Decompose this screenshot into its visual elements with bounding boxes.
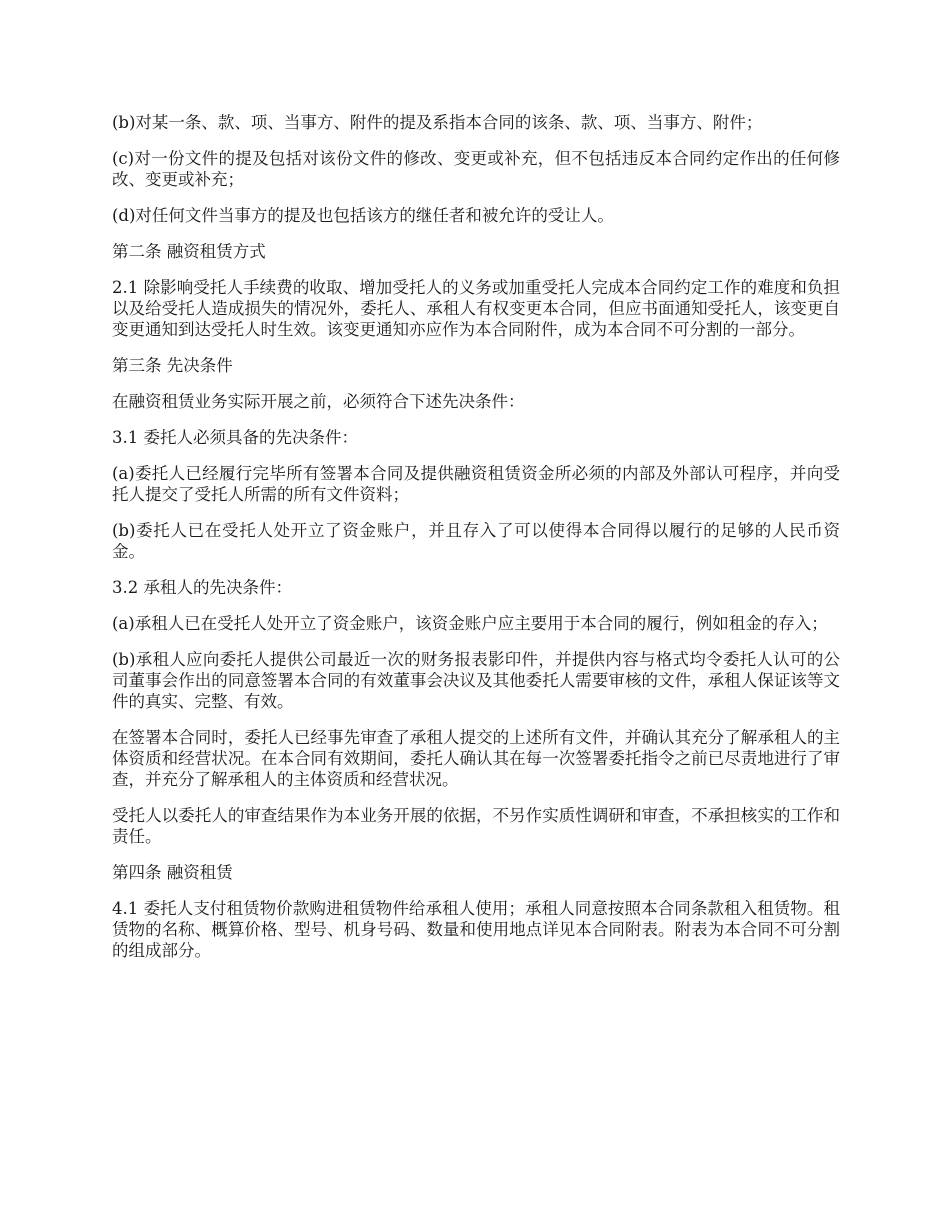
clause-d-reference: (d)对任何文件当事方的提及也包括该方的继任者和被允许的受让人。 xyxy=(112,206,614,225)
clause-2-1: 2.1 除影响受托人手续费的收取、增加受托人的义务或加重受托人完成本合同约定工作的难度和负担以及给受托人造成损失的情况外，委托人、承租人有权变更本合同，但应书面通知受托人，该变更自变更通知到达受托人时生效。该变更通知亦应作为本合同附件，成为本合同不可分割的一部分。 xyxy=(112,278,840,339)
article-2-heading: 第二条 融资租赁方式 xyxy=(112,242,266,261)
article-3-heading: 第三条 先决条件 xyxy=(112,356,233,375)
clause-3-2-b: (b)承租人应向委托人提供公司最近一次的财务报表影印件，并提供内容与格式均令委托人认可的公司董事会作出的同意签署本合同的有效董事会决议及其他委托人需要审核的文件，承租人保证该等文件的真实、完整、有效。 xyxy=(112,650,840,711)
clause-3-1-a: (a)委托人已经履行完毕所有签署本合同及提供融资租赁资金所必须的内部及外部认可程序，并向受托人提交了受托人所需的所有文件资料； xyxy=(112,464,840,504)
clause-3-2-a: (a)承租人已在受托人处开立了资金账户，该资金账户应主要用于本合同的履行，例如租金的存入； xyxy=(112,614,828,633)
article-3-intro: 在融资租赁业务实际开展之前，必须符合下述先决条件： xyxy=(112,392,525,411)
document-body xyxy=(112,112,840,976)
clause-3-1-b: (b)委托人已在受托人处开立了资金账户，并且存入了可以使得本合同得以履行的足够的人民币资金。 xyxy=(112,521,840,561)
clause-c-reference: (c)对一份文件的提及包括对该份文件的修改、变更或补充，但不包括违反本合同约定作出的任何修改、变更或补充； xyxy=(112,149,840,189)
trustee-disclaimer: 受托人以委托人的审查结果作为本业务开展的依据，不另作实质性调研和审查，不承担核实的工作和责任。 xyxy=(112,806,840,846)
article-4-heading: 第四条 融资租赁 xyxy=(112,863,233,882)
clause-b-reference: (b)对某一条、款、项、当事方、附件的提及系指本合同的该条、款、项、当事方、附件； xyxy=(112,113,763,132)
clause-4-1: 4.1 委托人支付租赁物价款购进租赁物件给承租人使用；承租人同意按照本合同条款租入租赁物。租赁物的名称、概算价格、型号、机身号码、数量和使用地点详见本合同附表。附表为本合同不可分割的组成部分。 xyxy=(112,899,840,960)
review-statement: 在签署本合同时，委托人已经事先审查了承租人提交的上述所有文件，并确认其充分了解承租人的主体资质和经营状况。在本合同有效期间，委托人确认其在每一次签署委托指令之前已尽责地进行了审查，并充分了解承租人的主体资质和经营状况。 xyxy=(112,728,840,789)
clause-3-2: 3.2 承租人的先决条件： xyxy=(112,578,292,597)
clause-3-1: 3.1 委托人必须具备的先决条件： xyxy=(112,428,358,447)
